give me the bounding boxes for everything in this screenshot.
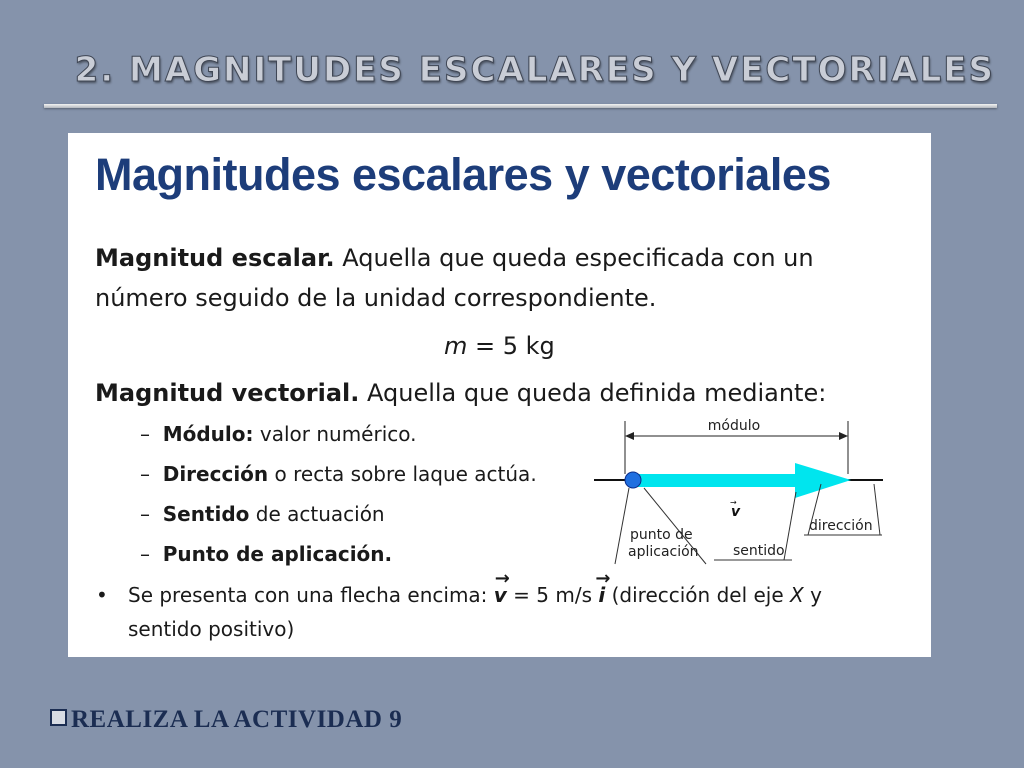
note-line1 [128,568,822,607]
dash-marker: – [140,542,150,566]
vector-arrow-shaft [633,474,803,487]
checkbox-square-icon [50,709,67,726]
vector-diagram [588,408,918,568]
punto-leader-left [615,488,629,564]
application-point [625,472,641,488]
unit-vector-i-symbol: → i [595,568,611,607]
activity-prompt [50,706,402,734]
note-line2: sentido positivo) [128,617,295,641]
vector-v-symbol: → v [493,568,510,607]
activity-prompt-text: REALIZA LA ACTIVIDAD 9 [71,706,403,733]
modulo-label: módulo [707,418,761,434]
note-text: Se presenta con una flecha encima: [128,583,494,607]
vector-paragraph [95,373,826,413]
axis-x-symbol: X [790,583,804,607]
direccion-leader-right [874,484,880,535]
content-panel [68,133,931,657]
scalar-term: Magnitud escalar. [95,244,335,272]
scalar-definition-1: Aquella que queda especificada con un [334,244,814,272]
scalar-example [444,326,555,366]
dash-marker: – [140,422,150,446]
item-bold: Dirección [162,462,269,486]
list-item [140,542,392,566]
note-text: (dirección del eje [605,583,791,607]
item-text: o recta sobre laque actúa. [268,462,537,486]
dash-marker: – [140,462,150,486]
modulo-arrow-right [839,432,848,440]
note-text: = 5 m/s [506,583,599,607]
sentido-label: sentido [733,543,785,559]
punto-label-1: punto de [630,527,693,543]
vector-term: Magnitud vectorial. [95,379,360,407]
vector-definition: Aquella que queda definida mediante: [359,379,827,407]
item-text: de actuación [249,502,385,526]
modulo-arrow-left [625,432,634,440]
item-bold: Sentido [162,502,250,526]
list-item [140,502,385,526]
sentido-leader [784,492,796,560]
slide-title: 2. MAGNITUDES ESCALARES Y VECTORIALES [74,50,995,90]
v-arrow-mark: → [730,498,737,507]
panel-heading: Magnitudes escalares y vectoriales [95,149,831,200]
item-bold: Módulo: [162,422,254,446]
title-divider [44,104,997,108]
item-bold: Punto de aplicación. [162,542,393,566]
dash-marker: – [140,502,150,526]
item-text: valor numérico. [253,422,417,446]
example-variable: m [444,332,468,360]
note-text: y [803,583,822,607]
list-item [140,422,417,446]
example-value: = 5 kg [467,332,555,360]
punto-label-2: aplicación [628,544,699,560]
direccion-label: dirección [809,518,873,534]
scalar-paragraph-line1 [95,238,814,278]
bullet-dot: • [96,583,108,607]
v-label: v [731,504,741,520]
scalar-definition-2: número seguido de la unidad correspondiente. [95,284,657,312]
list-item [140,462,537,486]
vector-arrowhead [795,463,851,498]
